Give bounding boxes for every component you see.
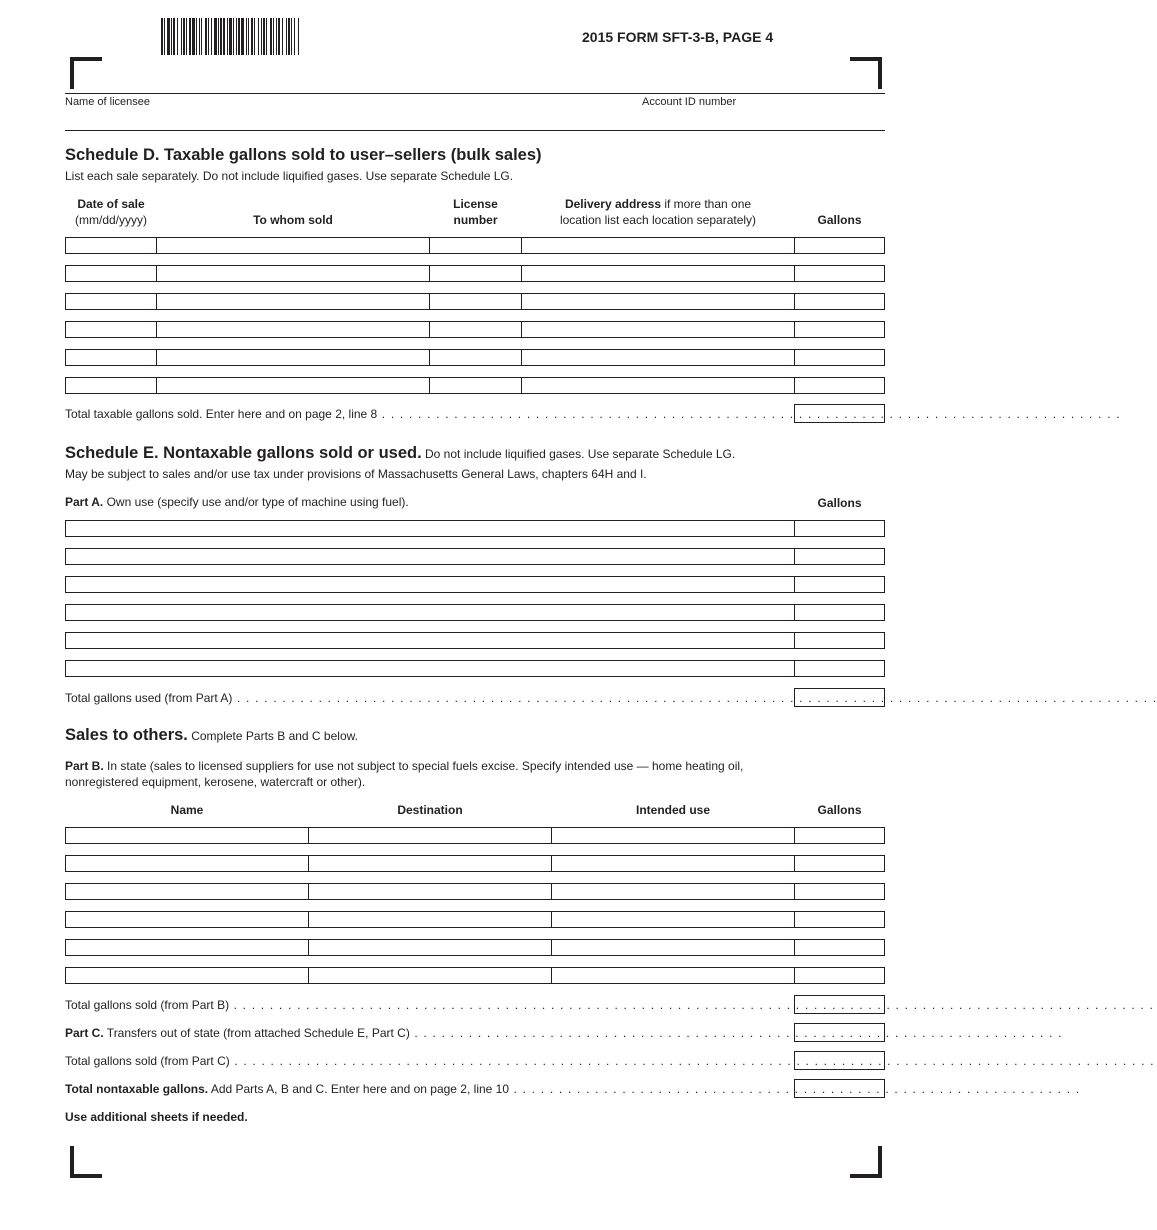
barcode [161, 18, 471, 55]
schedule-d-row-3-to-whom[interactable] [156, 293, 430, 310]
part-b-row-4-gallons[interactable] [794, 911, 885, 928]
account-id-label: Account ID number [642, 96, 737, 108]
part-b-row-1-gallons[interactable] [794, 827, 885, 844]
schedule-d-row-1-to-whom[interactable] [156, 237, 430, 254]
part-a-total-label: Total gallons used (from Part A) . . . . . . . . . . . . . . . . . . . . . . . . . . . . . . . . . . . . . . . . . . . . . . . . . . . . . . . . . . . . . . . . . . . . . . . . . . . . . . . . . . . . . . . . . . . . . . . . . . . . . . [65, 691, 1157, 705]
part-b-row-5-gallons[interactable] [794, 939, 885, 956]
registration-mark-top-right [850, 57, 882, 89]
part-a-label [65, 495, 409, 509]
col-date-format: (mm/dd/yyyy) [75, 213, 147, 227]
part-b-row-2-name[interactable] [65, 855, 309, 872]
part-b-row-5-destination[interactable] [308, 939, 552, 956]
schedule-d-row-6-date[interactable] [65, 377, 157, 394]
schedule-d-row-2-date[interactable] [65, 265, 157, 282]
part-a-row-6-gallons[interactable] [794, 660, 885, 677]
licensee-line [65, 93, 885, 94]
part-c-text: Transfers out of state (from attached Schedule E, Part C) [103, 1026, 410, 1040]
schedule-d-row-1-gallons[interactable] [794, 237, 885, 254]
total-nontaxable-text: Add Parts A, B and C. Enter here and on page 2, line 10 [208, 1082, 510, 1096]
schedule-d-row-1-delivery[interactable] [521, 237, 795, 254]
part-b-row-2-gallons[interactable] [794, 855, 885, 872]
schedule-d-row-3-gallons[interactable] [794, 293, 885, 310]
part-a-total-text: Total gallons used (from Part A) [65, 691, 233, 705]
part-a-row-6-use[interactable] [65, 660, 795, 677]
part-b-label [65, 759, 743, 773]
part-a-row-4-use[interactable] [65, 604, 795, 621]
part-c-total-label: Total gallons sold (from Part C) . . . . . . . . . . . . . . . . . . . . . . . . . . . . . . . . . . . . . . . . . . . . . . . . . . . . . . . . . . . . . . . . . . . . . . . . . . . . . . . . . . . . . . . . . . . . . . . . . . . . . . [65, 1054, 1155, 1068]
part-c-total-input[interactable] [794, 1051, 885, 1070]
part-b-row-6-gallons[interactable] [794, 967, 885, 984]
col-to-whom-sold: To whom sold [253, 213, 333, 227]
schedule-d-total-text: Total taxable gallons sold. Enter here and on page 2, line 8 [65, 407, 378, 421]
schedule-d-row-3-date[interactable] [65, 293, 157, 310]
total-nontaxable-bold: Total nontaxable gallons. [65, 1082, 209, 1096]
part-c-bold: Part C. [65, 1026, 104, 1040]
schedule-d-row-4-gallons[interactable] [794, 321, 885, 338]
schedule-d-row-1-date[interactable] [65, 237, 157, 254]
schedule-d-row-2-gallons[interactable] [794, 265, 885, 282]
part-c-input[interactable] [794, 1023, 885, 1042]
part-b-total-input[interactable] [794, 995, 885, 1014]
part-b-row-3-name[interactable] [65, 883, 309, 900]
col-gallons-a: Gallons [817, 496, 862, 510]
part-a-row-2-use[interactable] [65, 548, 795, 565]
part-b-row-1-destination[interactable] [308, 827, 552, 844]
part-b-row-4-intended-use[interactable] [551, 911, 795, 928]
part-b-row-6-name[interactable] [65, 967, 309, 984]
schedule-d-row-5-date[interactable] [65, 349, 157, 366]
schedule-e-line2: May be subject to sales and/or use tax under provisions of Massachusetts General Laws, chapters 64H and I. [65, 467, 647, 481]
registration-mark-top-left [70, 57, 102, 89]
schedule-d-row-4-date[interactable] [65, 321, 157, 338]
schedule-d-row-3-delivery[interactable] [521, 293, 795, 310]
schedule-d-row-5-delivery[interactable] [521, 349, 795, 366]
part-a-row-2-gallons[interactable] [794, 548, 885, 565]
part-b-bold: Part B. [65, 759, 104, 773]
part-b-row-2-intended-use[interactable] [551, 855, 795, 872]
schedule-d-row-1-license[interactable] [429, 237, 522, 254]
part-a-bold: Part A. [65, 495, 104, 509]
footer-note: Use additional sheets if needed. [65, 1110, 248, 1124]
sales-others-note: Complete Parts B and C below. [187, 729, 358, 743]
part-a-row-3-use[interactable] [65, 576, 795, 593]
col-license: License [453, 197, 498, 211]
schedule-e-heading [65, 444, 735, 463]
total-nontaxable-label: Total nontaxable gallons. Add Parts A, B and C. Enter here and on page 2, line 10 . . . . . . . . . . . . . . . . . . . . . . . . . . . . . . . . . . . . . . . . . . . . . . . . . . . . . . . . . . . . . . . [65, 1082, 1081, 1096]
part-a-total-input[interactable] [794, 688, 885, 707]
schedule-d-row-4-delivery[interactable] [521, 321, 795, 338]
schedule-d-row-5-to-whom[interactable] [156, 349, 430, 366]
schedule-d-row-6-gallons[interactable] [794, 377, 885, 394]
total-nontaxable-input[interactable] [794, 1079, 885, 1098]
schedule-d-row-5-gallons[interactable] [794, 349, 885, 366]
schedule-d-total-input[interactable] [794, 404, 885, 423]
part-b-row-1-intended-use[interactable] [551, 827, 795, 844]
part-b-text: In state (sales to licensed suppliers for use not subject to special fuels excise. Specify intended use — home heating oil, [103, 759, 744, 773]
schedule-d-row-6-to-whom[interactable] [156, 377, 430, 394]
part-b-row-5-name[interactable] [65, 939, 309, 956]
part-a-row-1-use[interactable] [65, 520, 795, 537]
sales-others-title: Sales to others. [65, 726, 188, 744]
col-delivery-address-rest: if more than one [661, 197, 752, 211]
registration-mark-bottom-left [70, 1146, 102, 1178]
part-b-line2: nonregistered equipment, kerosene, watercraft or other). [65, 775, 366, 789]
schedule-d-row-5-license[interactable] [429, 349, 522, 366]
schedule-d-row-3-license[interactable] [429, 293, 522, 310]
part-c-label: Part C. Transfers out of state (from attached Schedule E, Part C) . . . . . . . . . . . . . . . . . . . . . . . . . . . . . . . . . . . . . . . . . . . . . . . . . . . . . . . . . . . . . . . . . . . . . . . . [65, 1026, 1063, 1040]
schedule-d-title: Schedule D. Taxable gallons sold to user–sellers (bulk sales) [65, 146, 542, 164]
part-b-row-4-name[interactable] [65, 911, 309, 928]
col-gallons-b: Gallons [817, 803, 862, 817]
col-intended-use: Intended use [635, 803, 710, 817]
col-delivery-address-line2: location list each location separately) [559, 213, 757, 227]
col-name: Name [170, 803, 204, 817]
part-a-row-5-use[interactable] [65, 632, 795, 649]
col-license-number: number [453, 213, 498, 227]
col-destination: Destination [397, 803, 463, 817]
schedule-e-title: Schedule E. Nontaxable gallons sold or used. [65, 444, 422, 462]
schedule-d-total-label: Total taxable gallons sold. Enter here and on page 2, line 8 . . . . . . . . . . . . . . . . . . . . . . . . . . . . . . . . . . . . . . . . . . . . . . . . . . . . . . . . . . . . . . . . . . . . . . . . . . . . . . . . . . [65, 407, 1121, 421]
schedule-d-row-2-license[interactable] [429, 265, 522, 282]
part-b-row-4-destination[interactable] [308, 911, 552, 928]
schedule-d-row-6-delivery[interactable] [521, 377, 795, 394]
part-b-row-6-intended-use[interactable] [551, 967, 795, 984]
part-b-row-2-destination[interactable] [308, 855, 552, 872]
col-gallons-d: Gallons [817, 213, 862, 227]
part-b-row-3-gallons[interactable] [794, 883, 885, 900]
part-b-row-3-destination[interactable] [308, 883, 552, 900]
schedule-e-note: Do not include liquified gases. Use separate Schedule LG. [421, 447, 736, 461]
part-b-row-3-intended-use[interactable] [551, 883, 795, 900]
part-b-row-5-intended-use[interactable] [551, 939, 795, 956]
col-date-of-sale: Date of sale [77, 197, 145, 211]
part-a-row-1-gallons[interactable] [794, 520, 885, 537]
part-b-row-6-destination[interactable] [308, 967, 552, 984]
part-a-text: Own use (specify use and/or type of machine using fuel). [103, 495, 409, 509]
schedule-d-instructions: List each sale separately. Do not include liquified gases. Use separate Schedule LG. [65, 169, 514, 183]
barcode-bar [299, 18, 301, 55]
col-delivery-address-bold: Delivery address [564, 197, 661, 211]
form-page-header: 2015 FORM SFT-3-B, PAGE 4 [582, 29, 774, 45]
part-a-row-4-gallons[interactable] [794, 604, 885, 621]
registration-mark-bottom-right [850, 1146, 882, 1178]
part-a-row-3-gallons[interactable] [794, 576, 885, 593]
part-c-total-text: Total gallons sold (from Part C) [65, 1054, 230, 1068]
schedule-d-row-4-license[interactable] [429, 321, 522, 338]
col-delivery-address [522, 196, 794, 212]
part-b-row-1-name[interactable] [65, 827, 309, 844]
schedule-d-row-6-license[interactable] [429, 377, 522, 394]
schedule-d-row-4-to-whom[interactable] [156, 321, 430, 338]
part-a-row-5-gallons[interactable] [794, 632, 885, 649]
sales-others-heading [65, 726, 358, 745]
part-b-total-text: Total gallons sold (from Part B) [65, 998, 230, 1012]
part-b-total-label: Total gallons sold (from Part B) . . . . . . . . . . . . . . . . . . . . . . . . . . . . . . . . . . . . . . . . . . . . . . . . . . . . . . . . . . . . . . . . . . . . . . . . . . . . . . . . . . . . . . . . . . . . . . . . . . . . . . [65, 998, 1154, 1012]
licensee-label: Name of licensee [65, 96, 150, 108]
schedule-d-row-2-delivery[interactable] [521, 265, 795, 282]
schedule-d-row-2-to-whom[interactable] [156, 265, 430, 282]
header-divider [65, 130, 885, 131]
